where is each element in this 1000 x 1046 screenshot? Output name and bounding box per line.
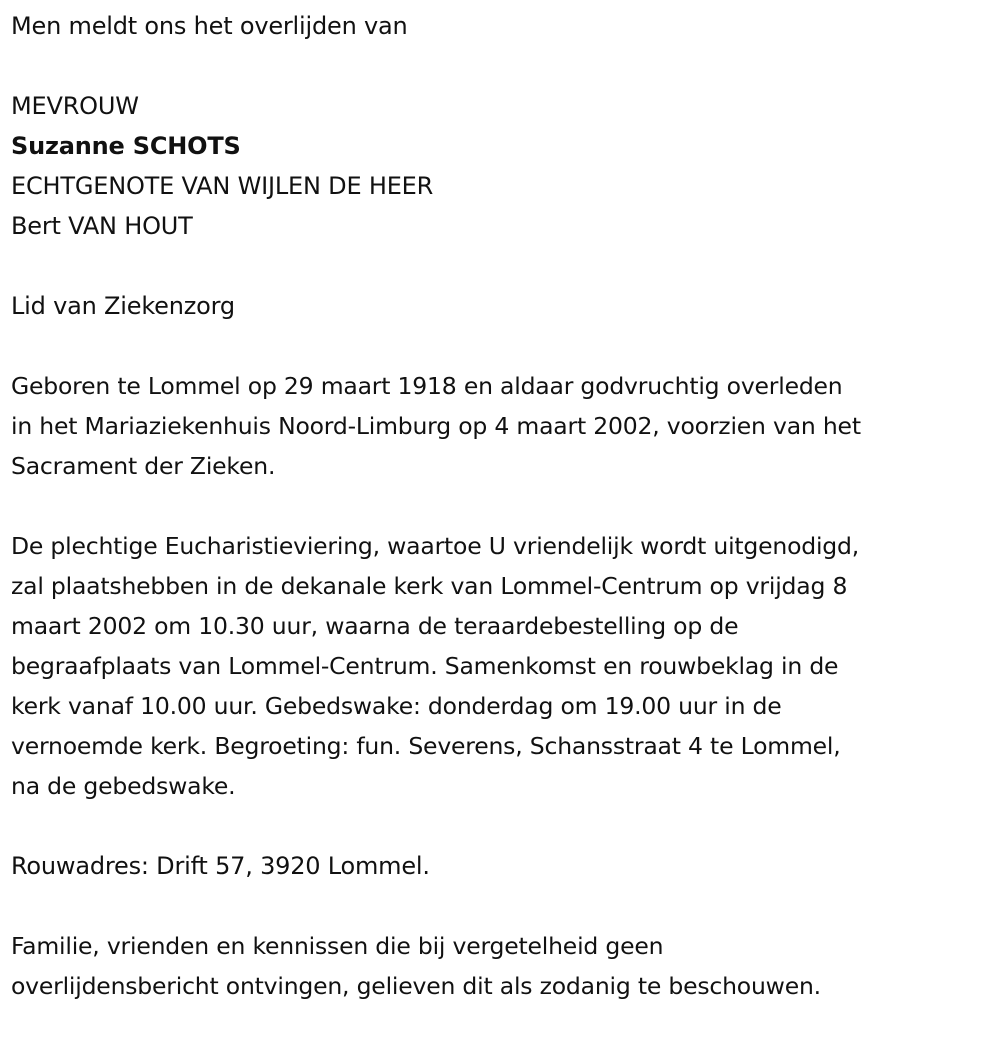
spacer <box>11 326 996 366</box>
title-prefix: MEVROUW <box>11 92 139 120</box>
spacer <box>11 806 996 846</box>
ceremony-paragraph: De plechtige Eucharistieviering, waartoe U vriendelijk wordt uitgenodigd, zal plaatshebben in de dekanale kerk van Lommel-Centrum op vrijdag 8 maart 2002 om 10.30 uur, waarna de teraardebestelling op de begraafplaats van Lommel-Centrum. Samenkomst en rouwbeklag in de kerk vanaf 10.00 uur. Gebedswake: donderdag om 19.00 uur in de vernoemde kerk. Begroeting: fun. Severens, Schansstraat 4 te Lommel, na de gebedswake. <box>11 532 860 800</box>
obituary-notice <box>11 6 996 1006</box>
deceased-name: Suzanne SCHOTS <box>11 132 241 160</box>
relation-line: ECHTGENOTE VAN WIJLEN DE HEER <box>11 172 434 200</box>
membership-line: Lid van Ziekenzorg <box>11 292 235 320</box>
mourning-address: Rouwadres: Drift 57, 3920 Lommel. <box>11 852 430 880</box>
spacer <box>11 886 996 926</box>
spacer <box>11 46 996 86</box>
spacer <box>11 486 996 526</box>
intro-line: Men meldt ons het overlijden van <box>11 12 408 40</box>
closing-paragraph: Familie, vrienden en kennissen die bij vergetelheid geen overlijdensbericht ontvingen, gelieven dit als zodanig te beschouwen. <box>11 932 821 1000</box>
spouse-name: Bert VAN HOUT <box>11 212 193 240</box>
spacer <box>11 246 996 286</box>
birth-death-paragraph: Geboren te Lommel op 29 maart 1918 en aldaar godvruchtig overleden in het Mariaziekenhuis Noord-Limburg op 4 maart 2002, voorzien van het Sacrament der Zieken. <box>11 372 861 480</box>
